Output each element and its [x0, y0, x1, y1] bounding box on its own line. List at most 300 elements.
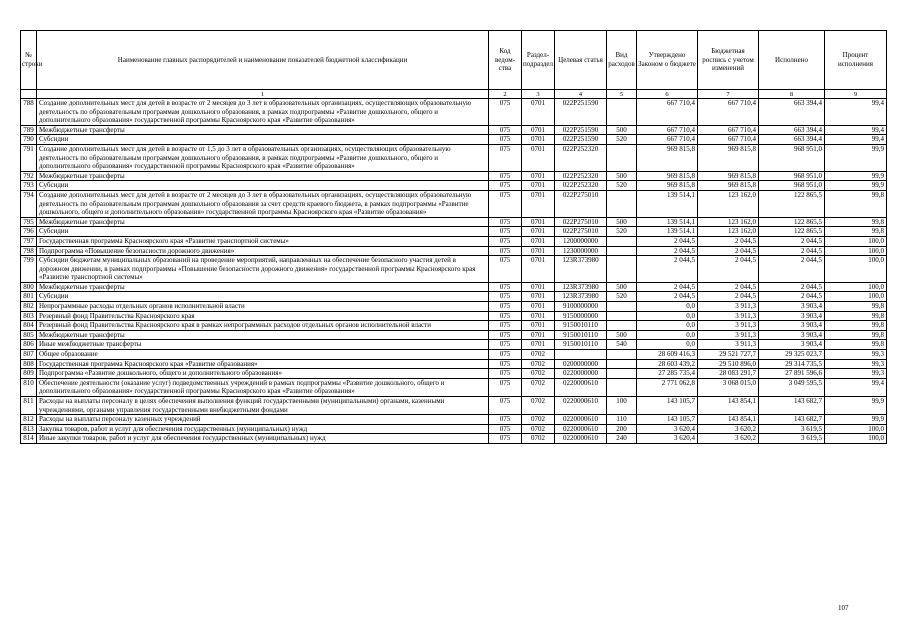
row-vedomstvo: 075	[489, 125, 522, 135]
table-row	[21, 227, 887, 237]
row-number: 801	[21, 292, 37, 302]
row-number: 799	[21, 256, 37, 283]
row-procent: 100,0	[825, 236, 887, 246]
row-rospis: 2 044,5	[698, 236, 759, 246]
row-utverzhdeno: 2 044,5	[637, 292, 698, 302]
row-razdel: 0701	[522, 282, 555, 292]
row-statya: 022Р251590	[555, 125, 607, 135]
row-number: 808	[21, 359, 37, 369]
row-utverzhdeno: 2 044,5	[637, 256, 698, 283]
row-utverzhdeno: 667 710,4	[637, 125, 698, 135]
row-vid: 520	[607, 135, 637, 145]
table-row	[21, 144, 887, 171]
row-rospis: 3 911,3	[698, 321, 759, 331]
header-rospis: Бюджетная роспись с учетом изменений	[698, 31, 759, 90]
table-row	[21, 321, 887, 331]
row-razdel: 0701	[522, 125, 555, 135]
budget-table	[20, 30, 887, 444]
row-ispolneno: 968 951,0	[759, 144, 825, 171]
row-vid: 520	[607, 227, 637, 237]
row-rospis: 2 044,5	[698, 292, 759, 302]
row-rospis: 3 911,3	[698, 340, 759, 350]
row-vedomstvo: 075	[489, 302, 522, 312]
row-procent: 99,9	[825, 415, 887, 425]
row-number: 803	[21, 311, 37, 321]
row-statya: 0200000000	[555, 359, 607, 369]
column-number: 1	[37, 90, 489, 99]
row-utverzhdeno: 143 105,7	[637, 397, 698, 415]
row-name: Субсидии	[37, 292, 489, 302]
table-row	[21, 246, 887, 256]
row-vedomstvo: 075	[489, 99, 522, 126]
row-ispolneno: 968 951,0	[759, 181, 825, 191]
row-statya: 123R373980	[555, 282, 607, 292]
header-statya: Целевая статья	[555, 31, 607, 90]
row-vedomstvo: 075	[489, 190, 522, 217]
row-ispolneno: 3 903,4	[759, 302, 825, 312]
row-number: 810	[21, 378, 37, 396]
table-row	[21, 424, 887, 434]
row-procent: 100,0	[825, 282, 887, 292]
row-procent: 99,8	[825, 340, 887, 350]
row-rospis: 28 083 291,7	[698, 369, 759, 379]
row-ispolneno: 29 325 023,7	[759, 350, 825, 360]
row-procent: 99,3	[825, 359, 887, 369]
row-rospis: 29 521 727,7	[698, 350, 759, 360]
row-vid	[607, 350, 637, 360]
row-vid: 500	[607, 171, 637, 181]
row-number: 802	[21, 302, 37, 312]
row-razdel: 0702	[522, 434, 555, 444]
row-procent: 99,8	[825, 311, 887, 321]
row-name: Расходы на выплаты персоналу в целях обеспечения выполнения функций государственными (муниципальными) органами, казенными учреждениями, органами управления государственными внебюджетными фондами	[37, 397, 489, 415]
row-razdel: 0701	[522, 236, 555, 246]
row-ispolneno: 3 619,5	[759, 434, 825, 444]
row-razdel: 0702	[522, 369, 555, 379]
row-ispolneno: 27 891 596,6	[759, 369, 825, 379]
row-name: Создание дополнительных мест для детей в возрасте от 2 месяцев до 3 лет в образовательных организациях, осуществляющих образовательную деятельность по образовательным программам дошкольного образования, в рамках подпрограммы «Развитие дошкольного, общего и дополнительного образования» государственной программы Красноярского края «Развитие образования»	[37, 99, 489, 126]
row-name: Обеспечение деятельности (оказание услуг) подведомственных учреждений в рамках подпрограммы «Развитие дошкольного, общего и дополнительного образования» государственной программы Красноярского края «Развитие образования»	[37, 378, 489, 396]
row-rospis: 2 044,5	[698, 282, 759, 292]
row-vid: 200	[607, 424, 637, 434]
column-number: 6	[637, 90, 698, 99]
row-rospis: 123 162,0	[698, 190, 759, 217]
row-statya: 022Р275010	[555, 227, 607, 237]
row-name: Межбюджетные трансферты	[37, 125, 489, 135]
row-vedomstvo: 075	[489, 171, 522, 181]
row-vedomstvo: 075	[489, 144, 522, 171]
column-number: 2	[489, 90, 522, 99]
row-statya: 0220000610	[555, 424, 607, 434]
row-name: Подпрограмма «Развитие дошкольного, общего и дополнительного образования»	[37, 369, 489, 379]
column-numbers-row	[21, 90, 887, 99]
table-row	[21, 292, 887, 302]
table-row	[21, 181, 887, 191]
row-ispolneno: 3 619,5	[759, 424, 825, 434]
row-rospis: 667 710,4	[698, 135, 759, 145]
table-row	[21, 125, 887, 135]
column-number	[21, 90, 37, 99]
table-row	[21, 397, 887, 415]
row-vid: 500	[607, 217, 637, 227]
table-row	[21, 282, 887, 292]
column-number: 7	[698, 90, 759, 99]
row-ispolneno: 2 044,5	[759, 246, 825, 256]
row-procent: 99,4	[825, 99, 887, 126]
row-procent: 99,8	[825, 330, 887, 340]
header-razdel: Раздел-подраздел	[522, 31, 555, 90]
row-name: Государственная программа Красноярского края «Развитие транспортной системы»	[37, 236, 489, 246]
table-row	[21, 330, 887, 340]
column-number: 3	[522, 90, 555, 99]
row-rospis: 2 044,5	[698, 246, 759, 256]
row-razdel: 0701	[522, 227, 555, 237]
row-procent: 99,8	[825, 227, 887, 237]
page-number: 107	[838, 604, 849, 612]
row-rospis: 3 068 015,0	[698, 378, 759, 396]
table-row	[21, 378, 887, 396]
row-number: 807	[21, 350, 37, 360]
row-statya: 022Р252320	[555, 171, 607, 181]
row-name: Субсидии	[37, 181, 489, 191]
table-row	[21, 171, 887, 181]
row-vedomstvo: 075	[489, 135, 522, 145]
row-utverzhdeno: 139 514,1	[637, 217, 698, 227]
row-vid: 500	[607, 330, 637, 340]
row-ispolneno: 122 865,5	[759, 227, 825, 237]
table-body	[21, 99, 887, 444]
row-rospis: 3 911,3	[698, 302, 759, 312]
row-number: 812	[21, 415, 37, 425]
row-procent: 99,4	[825, 378, 887, 396]
row-utverzhdeno: 139 514,1	[637, 190, 698, 217]
row-razdel: 0701	[522, 330, 555, 340]
row-number: 811	[21, 397, 37, 415]
row-rospis: 2 044,5	[698, 256, 759, 283]
row-rospis: 969 815,8	[698, 181, 759, 191]
row-name: Государственная программа Красноярского края «Развитие образования»	[37, 359, 489, 369]
row-procent: 99,4	[825, 125, 887, 135]
row-statya: 0220000610	[555, 415, 607, 425]
table-row	[21, 311, 887, 321]
table-row	[21, 434, 887, 444]
row-statya: 022Р251590	[555, 99, 607, 126]
row-procent: 99,9	[825, 397, 887, 415]
row-procent: 99,9	[825, 144, 887, 171]
row-vid	[607, 99, 637, 126]
row-utverzhdeno: 143 105,7	[637, 415, 698, 425]
row-rospis: 667 710,4	[698, 99, 759, 126]
row-vedomstvo: 075	[489, 227, 522, 237]
row-ispolneno: 122 865,5	[759, 190, 825, 217]
row-statya: 9150010110	[555, 340, 607, 350]
row-name: Субсидии бюджетам муниципальных образований на проведение мероприятий, направленных на обеспечение безопасного участия детей в дорожном движении, в рамках подпрограммы «Повышение безопасности дорожного движения» государственной программы Красноярского края «Развитие транспортной системы»	[37, 256, 489, 283]
row-vedomstvo: 075	[489, 256, 522, 283]
header-vedomstvo: Код ведом-ства	[489, 31, 522, 90]
row-statya: 123R373980	[555, 292, 607, 302]
row-statya: 1230000000	[555, 246, 607, 256]
table-row	[21, 415, 887, 425]
row-number: 798	[21, 246, 37, 256]
row-rospis: 969 815,8	[698, 144, 759, 171]
row-name: Создание дополнительных мест для детей в возрасте от 2 месяцев до 3 лет в образовательных организациях, осуществляющих образовательную деятельность по образовательным программам дошкольного образования за счет средств краевого бюджета, в рамках подпрограммы «Развитие дошкольного, общего и дополнительного образования» государственной программы Красноярского края «Развитие образования»	[37, 190, 489, 217]
row-rospis: 143 854,1	[698, 415, 759, 425]
row-vid	[607, 190, 637, 217]
row-razdel: 0701	[522, 256, 555, 283]
row-name: Закупка товаров, работ и услуг для обеспечения государственных (муниципальных) нужд	[37, 424, 489, 434]
row-razdel: 0701	[522, 144, 555, 171]
row-name: Межбюджетные трансферты	[37, 330, 489, 340]
row-ispolneno: 2 044,5	[759, 282, 825, 292]
row-number: 795	[21, 217, 37, 227]
row-vid	[607, 246, 637, 256]
row-procent: 99,8	[825, 321, 887, 331]
row-utverzhdeno: 139 514,1	[637, 227, 698, 237]
row-razdel: 0701	[522, 171, 555, 181]
row-number: 791	[21, 144, 37, 171]
row-statya: 022Р252320	[555, 181, 607, 191]
row-number: 813	[21, 424, 37, 434]
row-razdel: 0701	[522, 311, 555, 321]
row-number: 793	[21, 181, 37, 191]
row-vid	[607, 236, 637, 246]
row-ispolneno: 663 394,4	[759, 125, 825, 135]
table-row	[21, 302, 887, 312]
row-razdel: 0701	[522, 99, 555, 126]
row-vid: 520	[607, 292, 637, 302]
row-vid	[607, 256, 637, 283]
row-number: 809	[21, 369, 37, 379]
row-name: Субсидии	[37, 227, 489, 237]
row-utverzhdeno: 0,0	[637, 302, 698, 312]
row-vedomstvo: 075	[489, 424, 522, 434]
row-razdel: 0701	[522, 292, 555, 302]
row-razdel: 0702	[522, 397, 555, 415]
row-razdel: 0702	[522, 415, 555, 425]
row-utverzhdeno: 3 620,4	[637, 424, 698, 434]
row-rospis: 123 162,0	[698, 217, 759, 227]
row-vedomstvo: 075	[489, 415, 522, 425]
row-name: Подпрограмма «Повышение безопасности дорожного движения»	[37, 246, 489, 256]
row-statya: 123R373980	[555, 256, 607, 283]
row-ispolneno: 3 049 595,5	[759, 378, 825, 396]
row-vid	[607, 369, 637, 379]
row-vid	[607, 144, 637, 171]
row-utverzhdeno: 2 771 062,8	[637, 378, 698, 396]
column-number: 5	[607, 90, 637, 99]
row-ispolneno: 3 903,4	[759, 340, 825, 350]
row-procent: 99,9	[825, 171, 887, 181]
row-vid: 500	[607, 125, 637, 135]
header-ispolneno: Исполнено	[759, 31, 825, 90]
row-procent: 100,0	[825, 256, 887, 283]
row-statya: 9150010110	[555, 321, 607, 331]
row-rospis: 3 620,2	[698, 434, 759, 444]
row-number: 804	[21, 321, 37, 331]
row-vedomstvo: 075	[489, 378, 522, 396]
row-statya: 0220000610	[555, 434, 607, 444]
row-vid: 240	[607, 434, 637, 444]
row-utverzhdeno: 667 710,4	[637, 99, 698, 126]
row-number: 797	[21, 236, 37, 246]
row-number: 790	[21, 135, 37, 145]
row-vedomstvo: 075	[489, 434, 522, 444]
row-vedomstvo: 075	[489, 340, 522, 350]
row-vid: 100	[607, 397, 637, 415]
row-utverzhdeno: 0,0	[637, 330, 698, 340]
row-vedomstvo: 075	[489, 397, 522, 415]
row-razdel: 0701	[522, 135, 555, 145]
row-name: Иные закупки товаров, работ и услуг для обеспечения государственных (муниципальных) нужд	[37, 434, 489, 444]
row-utverzhdeno: 0,0	[637, 340, 698, 350]
row-procent: 100,0	[825, 292, 887, 302]
row-name: Межбюджетные трансферты	[37, 282, 489, 292]
row-utverzhdeno: 969 815,8	[637, 181, 698, 191]
row-number: 814	[21, 434, 37, 444]
row-ispolneno: 663 394,4	[759, 135, 825, 145]
row-rospis: 3 911,3	[698, 311, 759, 321]
row-ispolneno: 3 903,4	[759, 321, 825, 331]
row-procent: 99,8	[825, 217, 887, 227]
row-statya: 022Р251590	[555, 135, 607, 145]
row-ispolneno: 2 044,5	[759, 256, 825, 283]
header-procent: Процент исполнения	[825, 31, 887, 90]
row-number: 800	[21, 282, 37, 292]
row-vid	[607, 378, 637, 396]
header-row	[21, 31, 887, 90]
row-rospis: 143 854,1	[698, 397, 759, 415]
row-razdel: 0702	[522, 424, 555, 434]
row-number: 792	[21, 171, 37, 181]
row-number: 788	[21, 99, 37, 126]
row-razdel: 0702	[522, 359, 555, 369]
row-number: 796	[21, 227, 37, 237]
row-ispolneno: 968 951,0	[759, 171, 825, 181]
row-statya: 022Р275010	[555, 190, 607, 217]
row-name: Субсидии	[37, 135, 489, 145]
column-number: 8	[759, 90, 825, 99]
row-utverzhdeno: 969 815,8	[637, 144, 698, 171]
row-statya: 1200000000	[555, 236, 607, 246]
row-vedomstvo: 075	[489, 311, 522, 321]
row-number: 789	[21, 125, 37, 135]
row-statya: 0220000610	[555, 397, 607, 415]
row-razdel: 0701	[522, 181, 555, 191]
row-statya: 022Р252320	[555, 144, 607, 171]
row-procent: 99,8	[825, 302, 887, 312]
row-statya: 0220000610	[555, 378, 607, 396]
row-name: Общее образование	[37, 350, 489, 360]
row-vedomstvo: 075	[489, 282, 522, 292]
row-statya: 9150000000	[555, 311, 607, 321]
row-razdel: 0701	[522, 246, 555, 256]
table-row	[21, 340, 887, 350]
row-razdel: 0701	[522, 340, 555, 350]
row-rospis: 3 620,2	[698, 424, 759, 434]
table-row	[21, 217, 887, 227]
row-rospis: 123 162,0	[698, 227, 759, 237]
header-name: Наименование главных распорядителей и наименование показателей бюджетной классификации	[37, 31, 489, 90]
row-ispolneno: 663 394,4	[759, 99, 825, 126]
row-ispolneno: 29 314 735,5	[759, 359, 825, 369]
row-razdel: 0701	[522, 321, 555, 331]
row-razdel: 0702	[522, 350, 555, 360]
table-row	[21, 256, 887, 283]
row-vid	[607, 302, 637, 312]
row-ispolneno: 3 903,4	[759, 330, 825, 340]
row-utverzhdeno: 3 620,4	[637, 434, 698, 444]
row-vid: 540	[607, 340, 637, 350]
row-name: Иные межбюджетные трансферты	[37, 340, 489, 350]
row-utverzhdeno: 28 603 439,2	[637, 359, 698, 369]
row-utverzhdeno: 2 044,5	[637, 236, 698, 246]
row-name: Непрограммные расходы отдельных органов исполнительной власти	[37, 302, 489, 312]
row-procent: 99,3	[825, 369, 887, 379]
row-procent: 99,8	[825, 190, 887, 217]
row-vid: 500	[607, 282, 637, 292]
row-statya: 022Р275010	[555, 217, 607, 227]
row-vid	[607, 359, 637, 369]
row-vedomstvo: 075	[489, 350, 522, 360]
row-statya: 9150010110	[555, 330, 607, 340]
row-procent: 99,4	[825, 135, 887, 145]
table-row	[21, 369, 887, 379]
row-vedomstvo: 075	[489, 369, 522, 379]
row-utverzhdeno: 27 285 735,4	[637, 369, 698, 379]
row-statya: 0220000000	[555, 369, 607, 379]
column-number: 9	[825, 90, 887, 99]
column-number: 4	[555, 90, 607, 99]
row-vedomstvo: 075	[489, 217, 522, 227]
row-razdel: 0701	[522, 302, 555, 312]
table-row	[21, 99, 887, 126]
row-procent: 100,0	[825, 246, 887, 256]
row-rospis: 969 815,8	[698, 171, 759, 181]
row-vedomstvo: 075	[489, 359, 522, 369]
row-rospis: 667 710,4	[698, 125, 759, 135]
row-name: Расходы на выплаты персоналу казенных учреждений	[37, 415, 489, 425]
row-name: Межбюджетные трансферты	[37, 217, 489, 227]
table-row	[21, 190, 887, 217]
row-ispolneno: 2 044,5	[759, 236, 825, 246]
row-ispolneno: 143 682,7	[759, 415, 825, 425]
row-name: Резервный фонд Правительства Красноярского края в рамках непрограммных расходов отдельных органов исполнительной власти	[37, 321, 489, 331]
table-row	[21, 135, 887, 145]
row-utverzhdeno: 2 044,5	[637, 282, 698, 292]
row-ispolneno: 143 682,7	[759, 397, 825, 415]
row-vid	[607, 321, 637, 331]
row-name: Создание дополнительных мест для детей в возрасте от 1,5 до 3 лет в образовательных организациях, осуществляющих образовательную деятельность по образовательным программам дошкольного образования, в рамках подпрограммы «Развитие дошкольного, общего и дополнительного образования» государственной программы Красноярского края «Развитие образования»	[37, 144, 489, 171]
row-utverzhdeno: 0,0	[637, 321, 698, 331]
row-procent: 100,0	[825, 434, 887, 444]
row-rospis: 29 510 896,0	[698, 359, 759, 369]
table-row	[21, 359, 887, 369]
header-vid: Вид расходов	[607, 31, 637, 90]
row-razdel: 0701	[522, 217, 555, 227]
row-razdel: 0702	[522, 378, 555, 396]
row-number: 794	[21, 190, 37, 217]
row-vedomstvo: 075	[489, 236, 522, 246]
row-number: 806	[21, 340, 37, 350]
header-num: № строки	[21, 31, 37, 90]
row-vid	[607, 311, 637, 321]
row-vedomstvo: 075	[489, 321, 522, 331]
row-utverzhdeno: 969 815,8	[637, 171, 698, 181]
row-vid: 520	[607, 181, 637, 191]
row-statya: 9100000000	[555, 302, 607, 312]
row-razdel: 0701	[522, 190, 555, 217]
row-ispolneno: 2 044,5	[759, 292, 825, 302]
